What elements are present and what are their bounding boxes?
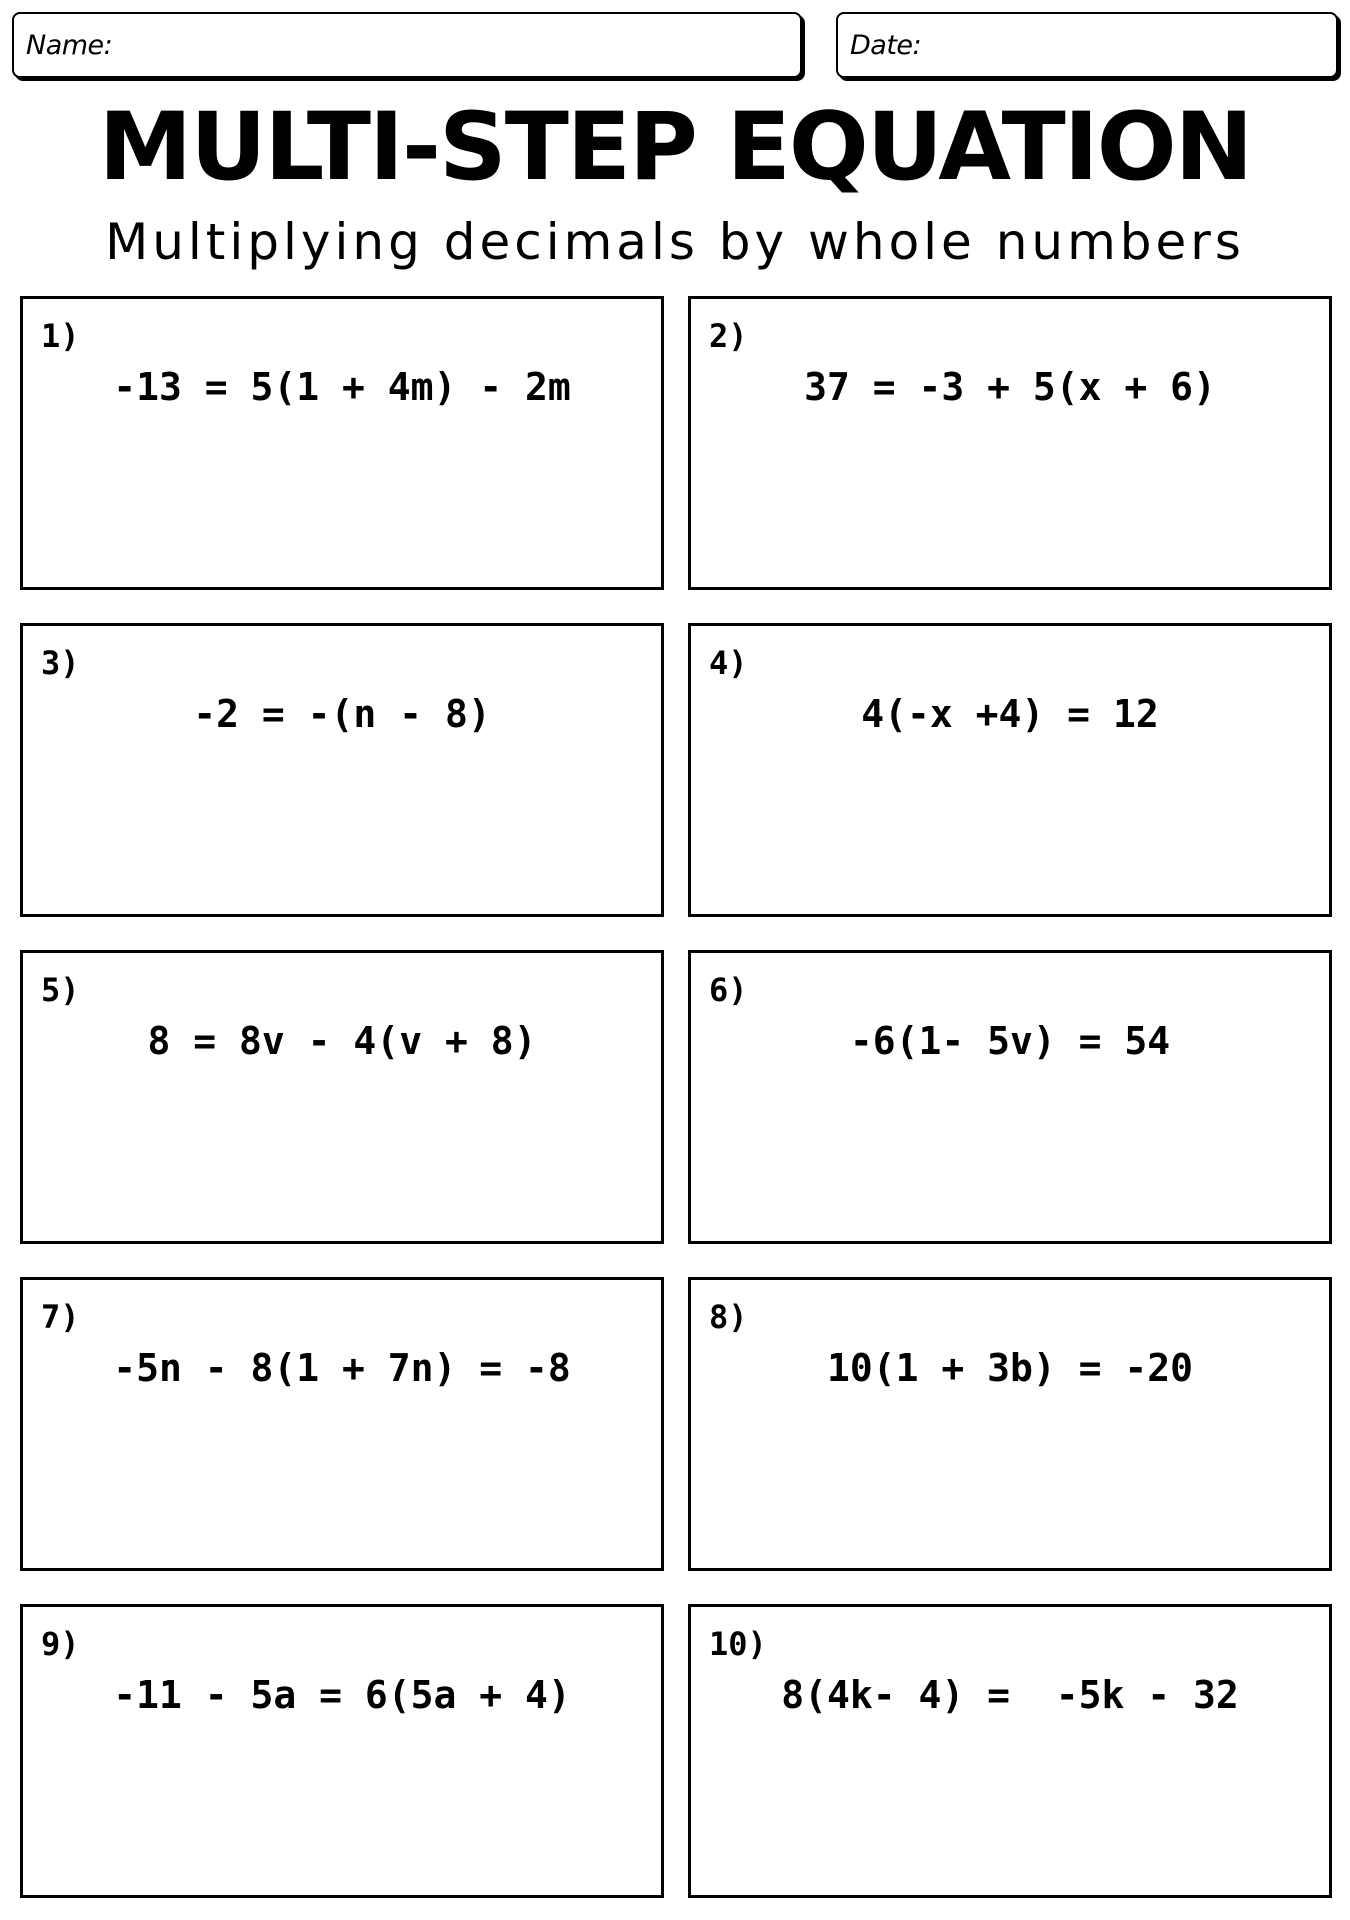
problem-number: 3) [41, 644, 80, 682]
problem-box-1[interactable] [20, 296, 664, 590]
problem-equation: -13 = 5(1 + 4m) - 2m [113, 365, 571, 409]
worksheet-subtitle: Multiplying decimals by whole numbers [105, 213, 1245, 271]
problem-box-8[interactable] [688, 1277, 1332, 1571]
problem-box-5[interactable] [20, 950, 664, 1244]
problem-box-4[interactable] [688, 623, 1332, 917]
problem-equation: 10(1 + 3b) = -20 [826, 1346, 1194, 1390]
problem-equation: 8(4k- 4) = -5k - 32 [781, 1673, 1239, 1717]
date-field[interactable] [836, 12, 1338, 78]
problem-equation: -11 - 5a = 6(5a + 4) [113, 1673, 571, 1717]
problem-equation: -2 = -(n - 8) [193, 692, 491, 736]
problem-box-6[interactable] [688, 950, 1332, 1244]
problem-equation: -6(1- 5v) = 54 [849, 1019, 1171, 1063]
problem-number: 9) [41, 1625, 80, 1663]
problem-number: 6) [709, 971, 748, 1009]
problem-number: 4) [709, 644, 748, 682]
problem-equation: 4(-x +4) = 12 [861, 692, 1159, 736]
problem-grid [20, 296, 1332, 1898]
problem-number: 1) [41, 317, 80, 355]
problem-box-3[interactable] [20, 623, 664, 917]
problem-box-2[interactable] [688, 296, 1332, 590]
problem-box-10[interactable] [688, 1604, 1332, 1898]
problem-number: 5) [41, 971, 80, 1009]
problem-equation: 37 = -3 + 5(x + 6) [804, 365, 1216, 409]
problem-box-9[interactable] [20, 1604, 664, 1898]
problem-box-7[interactable] [20, 1277, 664, 1571]
worksheet-title: MULTI-STEP EQUATION [98, 93, 1252, 202]
problem-equation: -5n - 8(1 + 7n) = -8 [113, 1346, 571, 1390]
problem-number: 2) [709, 317, 748, 355]
date-label: Date: [850, 29, 922, 61]
problem-number: 7) [41, 1298, 80, 1336]
name-field[interactable] [12, 12, 802, 78]
problem-number: 8) [709, 1298, 748, 1336]
name-label: Name: [26, 29, 113, 61]
problem-number: 10) [709, 1625, 767, 1663]
problem-equation: 8 = 8v - 4(v + 8) [147, 1019, 537, 1063]
